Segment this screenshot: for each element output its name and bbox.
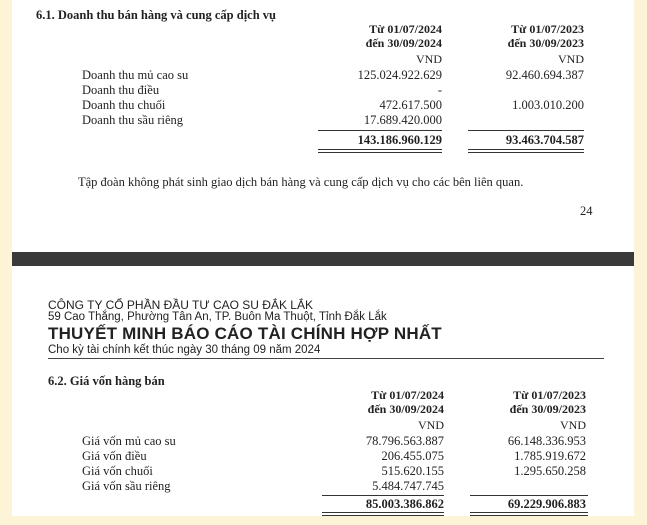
col-2023-header-line2: đến 30/09/2023: [507, 36, 584, 50]
total-double-rule-2023: [468, 149, 584, 153]
subtotal-rule-2024: [322, 495, 444, 496]
report-period: Cho kỳ tài chính kết thúc ngày 30 tháng 09 năm 2024: [48, 344, 321, 356]
col-2023-header-line1: Từ 01/07/2023: [511, 22, 584, 36]
row-label: Giá vốn điều: [82, 449, 147, 463]
report-page-25: [12, 266, 634, 516]
col-2024-unit: VND: [418, 418, 444, 432]
col-2024-header-line2: đến 30/09/2024: [365, 36, 442, 50]
related-party-note: Tập đoàn không phát sinh giao dịch bán hàng và cung cấp dịch vụ cho các bên liên quan.: [78, 175, 524, 189]
row-label: Doanh thu điều: [82, 83, 160, 97]
value-2024: 17.689.420.000: [363, 113, 442, 127]
report-title: THUYẾT MINH BÁO CÁO TÀI CHÍNH HỢP NHẤT: [48, 324, 442, 343]
value-2024: -: [437, 83, 442, 97]
total-2024: 143.186.960.129: [357, 133, 442, 147]
col-2023-unit: VND: [558, 52, 584, 66]
row-label: Doanh thu chuối: [82, 98, 166, 112]
row-label: Giá vốn sầu riêng: [82, 479, 171, 493]
value-2023: 1.295.650.258: [514, 464, 586, 478]
section-6-2-heading: 6.2. Giá vốn hàng bán: [48, 374, 165, 388]
total-double-rule-2024: [318, 149, 442, 153]
row-label: Doanh thu mủ cao su: [82, 68, 189, 82]
subtotal-rule-2024: [318, 130, 442, 131]
page-number: 24: [580, 204, 593, 218]
subtotal-rule-2023: [468, 130, 584, 131]
page-separator: [12, 252, 634, 266]
company-name: CÔNG TY CỔ PHẦN ĐẦU TƯ CAO SU ĐẮK LẮK: [48, 298, 313, 312]
total-2023: 69.229.906.883: [507, 497, 586, 511]
value-2024: 78.796.563.887: [365, 434, 444, 448]
value-2024: 5.484.747.745: [372, 479, 444, 493]
total-2024: 85.003.386.862: [365, 497, 444, 511]
col-2023-unit: VND: [560, 418, 586, 432]
col-2023-header-line1: Từ 01/07/2023: [513, 388, 586, 402]
value-2023: 1.003.010.200: [512, 98, 584, 112]
col-2024-header-line1: Từ 01/07/2024: [369, 22, 442, 36]
value-2023: 92.460.694.387: [505, 68, 584, 82]
col-2024-header-line2: đến 30/09/2024: [367, 402, 444, 416]
row-label: Giá vốn chuối: [82, 464, 153, 478]
total-double-rule-2023: [470, 512, 588, 516]
value-2024: 472.617.500: [379, 98, 442, 112]
company-address: 59 Cao Thắng, Phường Tân An, TP. Buôn Ma Thuột, Tỉnh Đắk Lắk: [48, 311, 387, 323]
section-6-1-heading: 6.1. Doanh thu bán hàng và cung cấp dịch vụ: [36, 8, 277, 22]
value-2024: 125.024.922.629: [357, 68, 442, 82]
total-2023: 93.463.704.587: [505, 133, 584, 147]
col-2024-header-line1: Từ 01/07/2024: [371, 388, 444, 402]
value-2023: 1.785.919.672: [514, 449, 586, 463]
col-2023-header-line2: đến 30/09/2023: [509, 402, 586, 416]
total-double-rule-2024: [322, 512, 444, 516]
col-2024-unit: VND: [416, 52, 442, 66]
value-2023: 66.148.336.953: [507, 434, 586, 448]
report-page-24: [12, 0, 634, 252]
value-2024: 206.455.075: [381, 449, 444, 463]
header-rule: [48, 358, 604, 359]
subtotal-rule-2023: [470, 495, 588, 496]
row-label: Giá vốn mủ cao su: [82, 434, 176, 448]
value-2024: 515.620.155: [381, 464, 444, 478]
row-label: Doanh thu sầu riêng: [82, 113, 184, 127]
